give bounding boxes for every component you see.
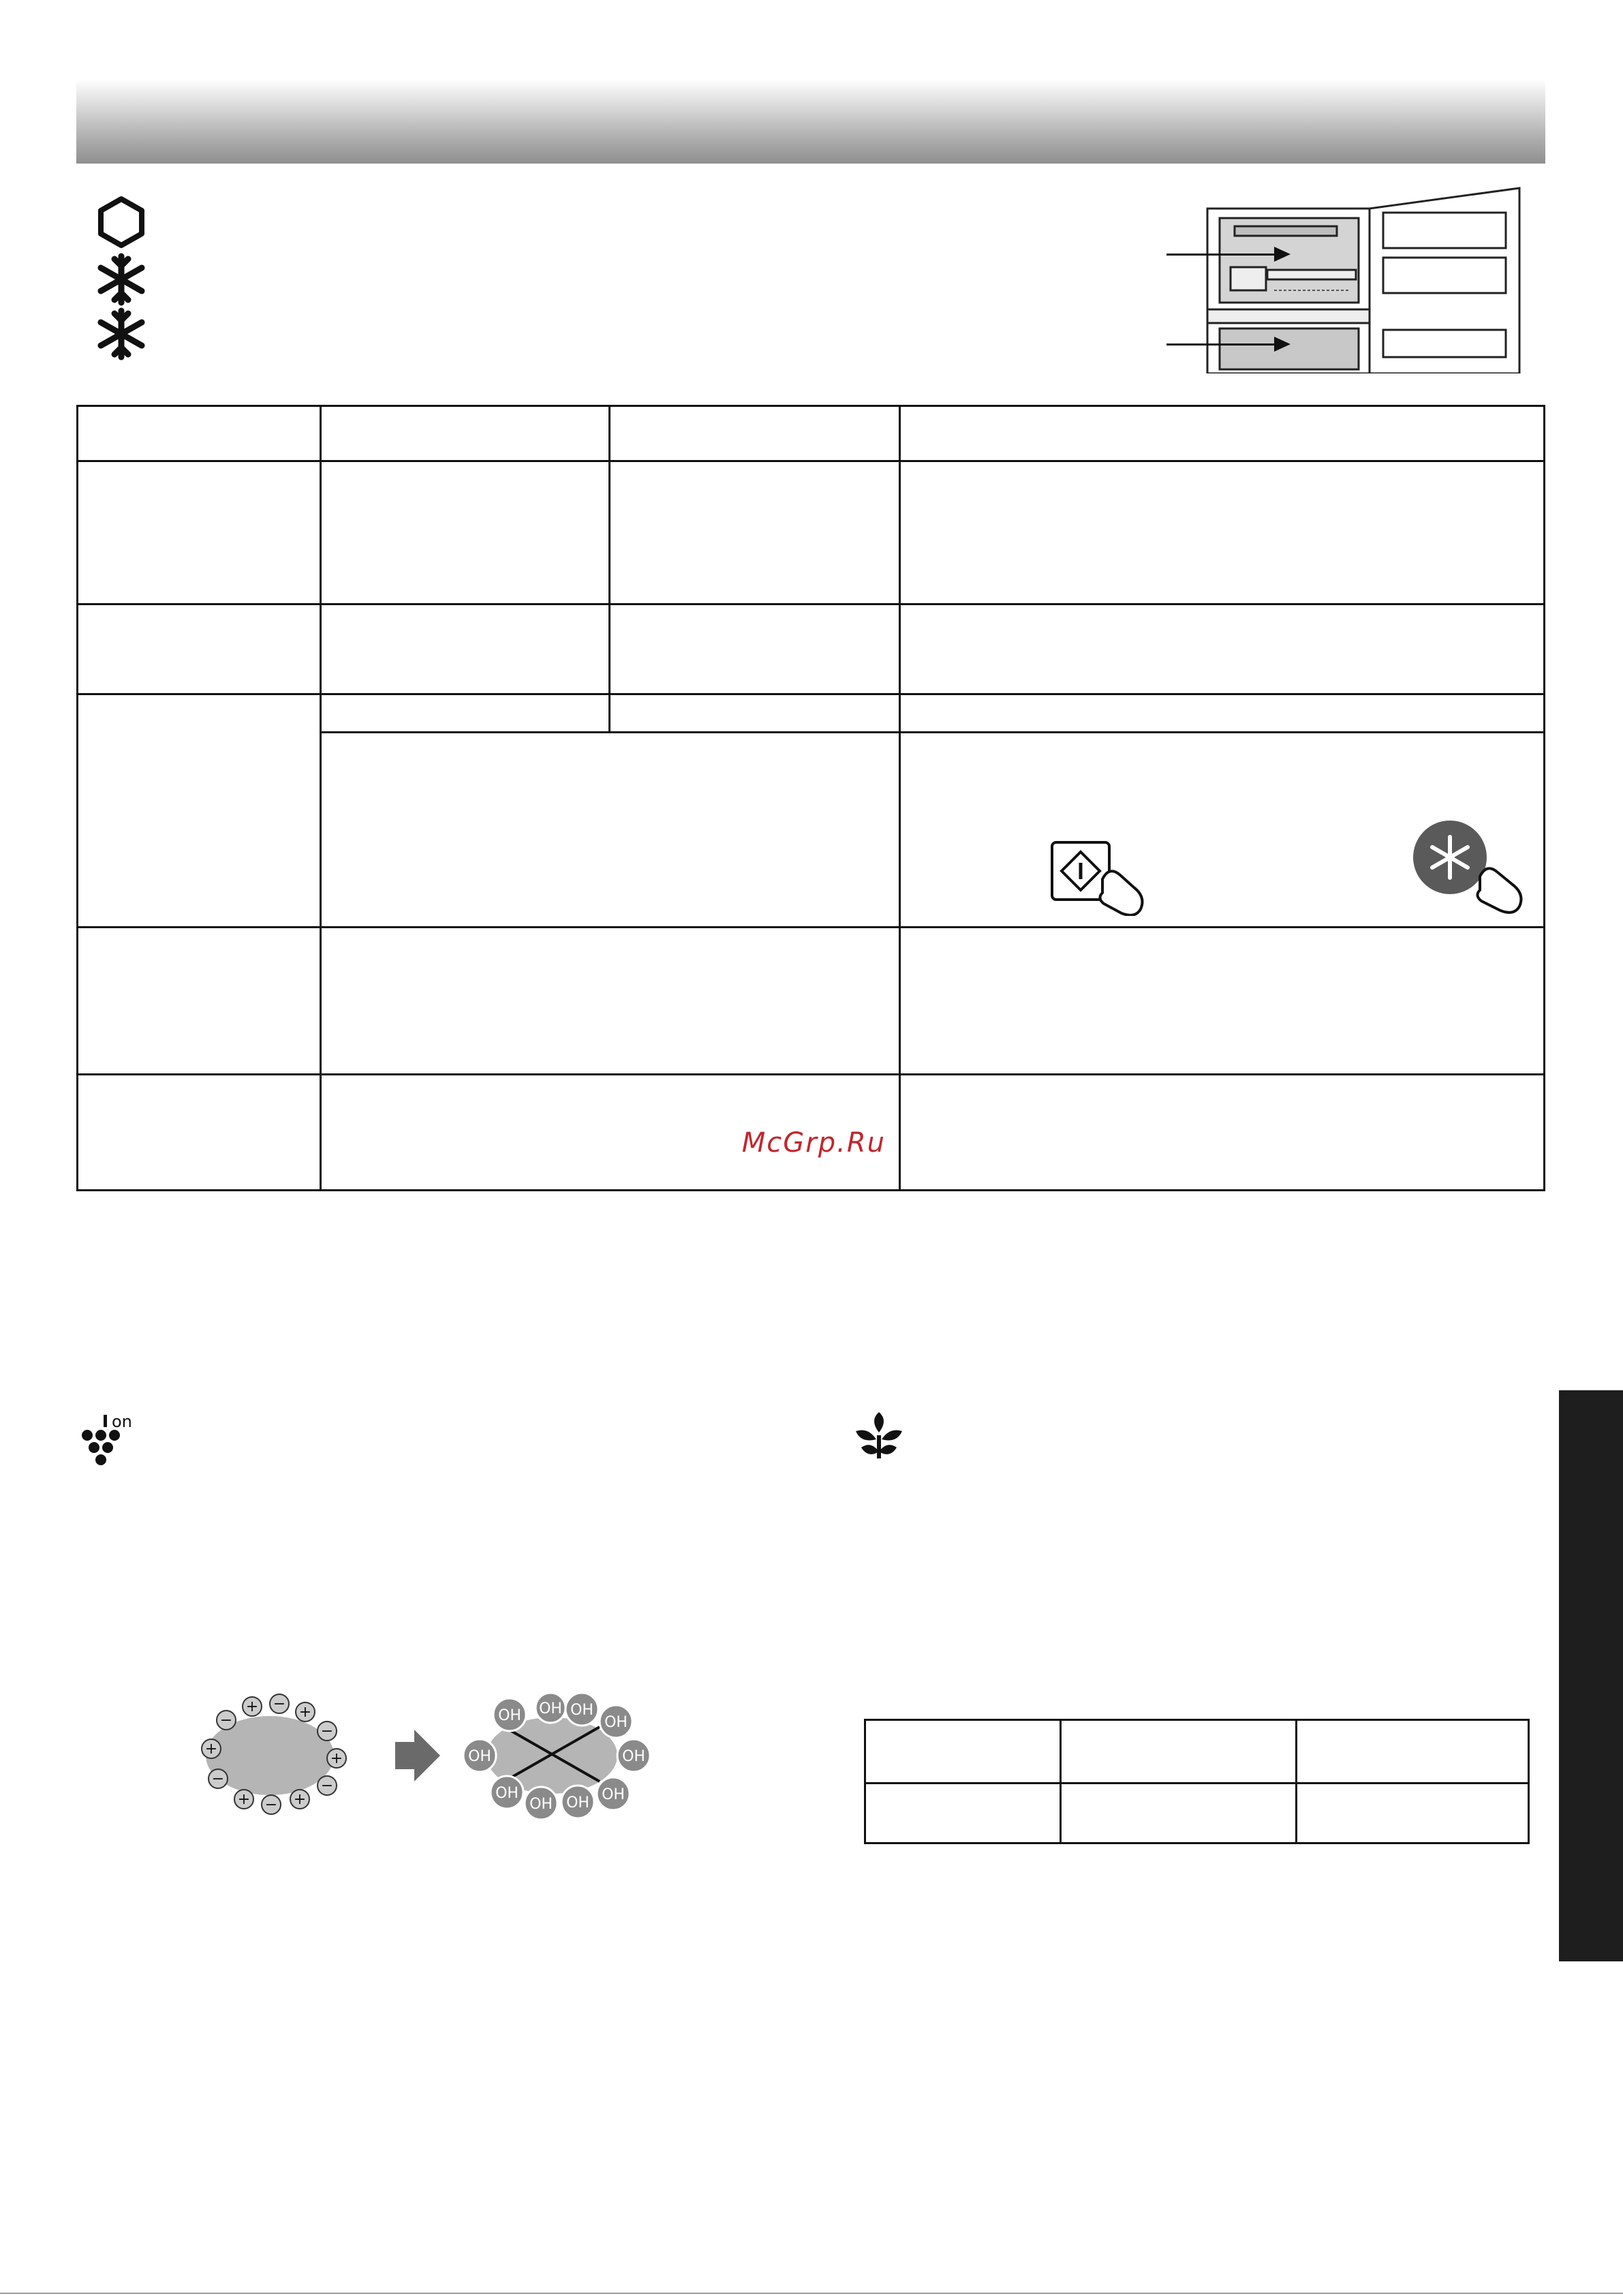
ion-sign: + <box>245 1698 259 1715</box>
oh-label: OH <box>529 1796 553 1813</box>
section-header-band <box>76 79 1545 164</box>
ion-sign: + <box>330 1750 343 1767</box>
table-row-divider <box>320 731 1543 733</box>
watermark: McGrp.Ru <box>741 1127 886 1159</box>
snowflake-icon <box>94 307 149 361</box>
side-section-tab <box>1559 1390 1623 1961</box>
oh-label: OH <box>602 1786 625 1803</box>
oh-label: OH <box>570 1702 593 1719</box>
ion-sign: − <box>219 1712 233 1729</box>
oh-label: OH <box>468 1748 491 1765</box>
oh-label: OH <box>539 1700 562 1717</box>
table-col-divider <box>899 407 901 1189</box>
quick-freeze-button-illustration <box>1412 819 1539 916</box>
arrow-right-icon <box>395 1730 440 1781</box>
ion-reaction-diagram <box>191 1679 654 1829</box>
ion-sign: − <box>273 1696 286 1713</box>
pointing-hand-icon <box>1100 871 1142 915</box>
oh-label: OH <box>498 1707 521 1724</box>
ion-sign: + <box>237 1791 251 1808</box>
oh-label: OH <box>566 1794 589 1811</box>
ion-sign: − <box>211 1771 225 1788</box>
ion-sign: − <box>264 1796 278 1813</box>
leaf-icon <box>852 1408 906 1463</box>
ion-label: on <box>112 1412 132 1431</box>
arrow-head-icon <box>1274 247 1290 262</box>
oh-label: OH <box>622 1748 645 1765</box>
ion-sign: − <box>320 1777 334 1794</box>
page-bottom-rule <box>0 2293 1623 2294</box>
snowflake-icon <box>94 252 149 307</box>
ion-sign: + <box>204 1741 218 1758</box>
ion-sign: + <box>293 1791 307 1808</box>
table-col-divider <box>1295 1721 1297 1842</box>
callout-arrow-fridge <box>1166 343 1282 346</box>
small-table <box>864 1719 1530 1844</box>
arrow-head-icon <box>1274 337 1290 352</box>
pointing-hand-icon <box>1477 868 1521 913</box>
table-col-divider <box>608 407 610 733</box>
table-row-divider <box>78 926 1543 928</box>
hexagon-icon <box>94 195 149 249</box>
power-button-illustration <box>1049 840 1158 916</box>
ion-sign: − <box>320 1723 334 1740</box>
table-col-divider <box>1060 1721 1062 1842</box>
callout-arrow-freezer <box>1166 254 1282 256</box>
table-row-divider <box>78 693 1543 695</box>
table-row-divider <box>866 1782 1528 1784</box>
table-row-divider <box>78 603 1543 605</box>
table-row-divider <box>78 460 1543 462</box>
oh-label: OH <box>495 1785 519 1802</box>
specification-table <box>76 405 1545 1191</box>
ion-sign: + <box>298 1704 312 1721</box>
table-row-divider <box>78 1073 1543 1075</box>
oh-label: OH <box>604 1714 628 1731</box>
table-col-divider <box>320 407 322 1189</box>
